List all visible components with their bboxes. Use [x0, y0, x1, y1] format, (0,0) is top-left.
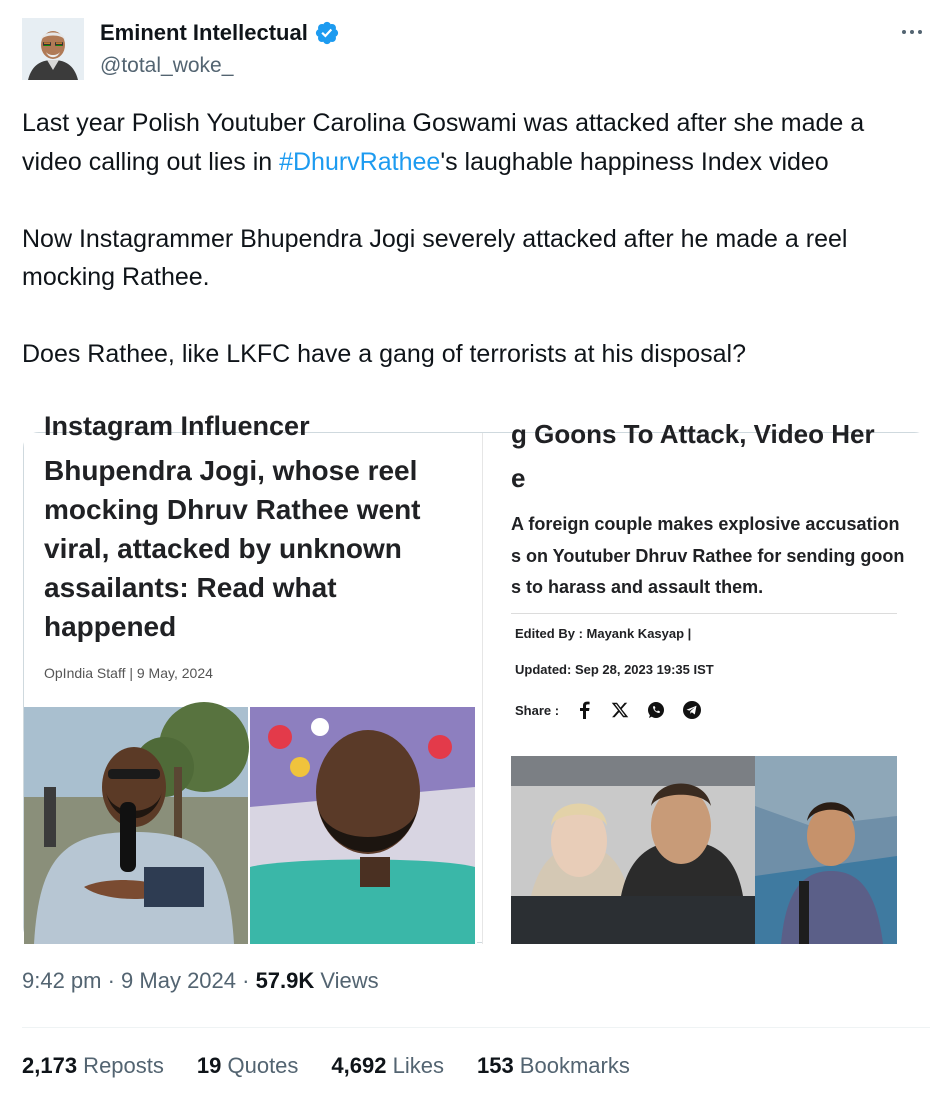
- quotes-stat[interactable]: [197, 1053, 299, 1079]
- likes-stat[interactable]: [331, 1053, 444, 1079]
- article-cut-title-tail: e: [511, 463, 526, 493]
- views-label: Views: [314, 968, 379, 993]
- whatsapp-icon: [645, 699, 667, 721]
- media-divider: [475, 433, 477, 944]
- quotes-count: 19: [196, 1053, 222, 1078]
- article-headline: Bhupendra Jogi, whose reel mocking Dhruv Rathee went viral, attacked by unknown assailants: Read what happened: [44, 455, 421, 642]
- tweet-text: [22, 104, 922, 374]
- author-handle[interactable]: @total_woke_: [100, 54, 234, 77]
- photo-man-with-microphone: [24, 707, 248, 944]
- tweet-paragraph-1: [22, 104, 922, 181]
- likes-label: Likes: [386, 1053, 444, 1078]
- tweet-text-segment: Last year Polish Youtuber Carolina Goswami was attacked after she made a video calling out lies in: [22, 109, 865, 176]
- tweet-text-segment: 's laughable happiness Index video: [440, 147, 829, 176]
- article-cut-title: g Goons To Attack, Video Her: [511, 419, 875, 449]
- photo-couple-and-youtuber: [511, 756, 897, 944]
- article-edited-by: Edited By : Mayank Kasyap |: [515, 626, 692, 641]
- more-dots-icon[interactable]: [898, 22, 926, 42]
- media-image-left[interactable]: [24, 411, 475, 944]
- article-updated: Updated: Sep 28, 2023 19:35 IST: [515, 662, 714, 677]
- share-label: Share :: [515, 702, 560, 718]
- media-grid: [23, 411, 930, 943]
- reposts-count: 2,173: [22, 1053, 78, 1078]
- dot: [910, 30, 914, 34]
- engagement-stats: [22, 1053, 630, 1079]
- x-icon: [609, 699, 631, 721]
- bookmarks-count: 153: [476, 1053, 514, 1078]
- avatar-image: [22, 18, 84, 80]
- dot: [918, 30, 922, 34]
- avatar[interactable]: [22, 18, 84, 80]
- author-name-row[interactable]: [100, 20, 340, 46]
- dot: [902, 30, 906, 34]
- hashtag-link[interactable]: #DhurvRathee: [279, 147, 441, 176]
- views-count: 57.9K: [255, 968, 315, 993]
- article-summary: A foreign couple makes explosive accusations on Youtuber Dhruv Rathee for sending goons to harass and assault them.: [511, 514, 905, 597]
- likes-count: 4,692: [331, 1053, 387, 1078]
- reposts-label: Reposts: [77, 1053, 164, 1078]
- media-image-right[interactable]: [482, 419, 931, 944]
- facebook-icon: [573, 699, 595, 721]
- timestamp[interactable]: 9:42 pm · 9 May 2024 ·: [22, 968, 256, 993]
- tweet-paragraph-3: Does Rathee, like LKFC have a gang of terrorists at his disposal?: [22, 340, 746, 368]
- divider: [22, 1027, 930, 1028]
- divider: [511, 613, 897, 614]
- bookmarks-label: Bookmarks: [513, 1053, 630, 1078]
- bookmarks-stat[interactable]: [477, 1053, 630, 1079]
- reposts-stat[interactable]: [22, 1053, 164, 1079]
- quotes-label: Quotes: [221, 1053, 299, 1078]
- verified-badge-icon: [314, 20, 340, 46]
- article-cut-title: Instagram Influencer: [44, 411, 310, 441]
- share-row: [515, 699, 703, 721]
- tweet-paragraph-2: Now Instagrammer Bhupendra Jogi severely attacked after he made a reel mocking Rathee.: [22, 224, 848, 291]
- display-name[interactable]: Eminent Intellectual: [100, 20, 308, 45]
- article-byline: OpIndia Staff | 9 May, 2024: [44, 665, 213, 681]
- photo-injured-man-hospital: [250, 707, 475, 944]
- telegram-icon: [681, 699, 703, 721]
- tweet-meta: [22, 968, 379, 994]
